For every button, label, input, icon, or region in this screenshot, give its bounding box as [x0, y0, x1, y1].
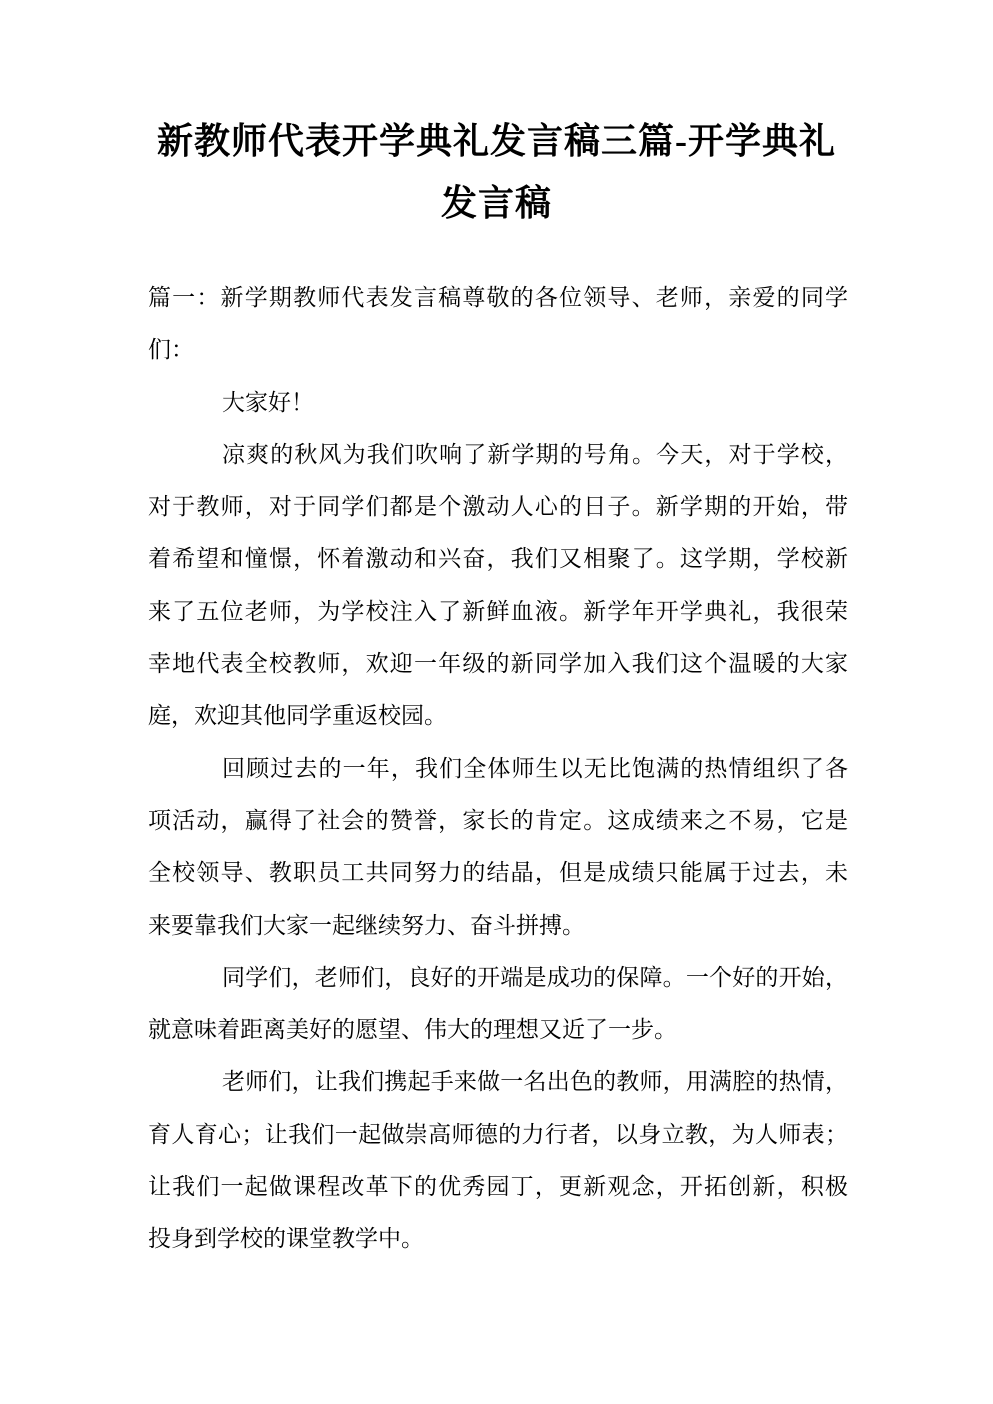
document-title — [0, 110, 993, 234]
text-line: 来了五位老师，为学校注入了新鲜血液。新学年开学典礼，我很荣 — [148, 598, 848, 624]
text-line: 投身到学校的课堂教学中。 — [148, 1226, 424, 1252]
text-line: 同学们，老师们，良好的开端是成功的保障。一个好的开始， — [222, 964, 848, 990]
document-title-line: 发言稿 — [440, 183, 552, 223]
document-body — [148, 272, 848, 1266]
text-line: 们： — [148, 337, 194, 363]
text-line: 全校领导、教职员工共同努力的结晶，但是成绩只能属于过去，未 — [148, 860, 848, 886]
text-line: 着希望和憧憬，怀着激动和兴奋，我们又相聚了。这学期，学校新 — [148, 546, 848, 572]
text-line: 让我们一起做课程改革下的优秀园丁，更新观念，开拓创新，积极 — [148, 1174, 848, 1200]
text-line: 项活动，赢得了社会的赞誉，家长的肯定。这成绩来之不易，它是 — [148, 807, 848, 833]
text-line: 育人育心；让我们一起做崇高师德的力行者，以身立教，为人师表； — [148, 1121, 848, 1147]
text-line: 就意味着距离美好的愿望、伟大的理想又近了一步。 — [148, 1017, 677, 1043]
text-line: 大家好！ — [222, 389, 314, 415]
text-line: 凉爽的秋风为我们吹响了新学期的号角。今天，对于学校， — [222, 441, 848, 467]
text-line: 回顾过去的一年，我们全体师生以无比饱满的热情组织了各 — [222, 755, 848, 781]
text-line: 对于教师，对于同学们都是个激动人心的日子。新学期的开始，带 — [148, 494, 848, 520]
text-line: 幸地代表全校教师，欢迎一年级的新同学加入我们这个温暖的大家 — [148, 651, 848, 677]
text-line: 篇一：新学期教师代表发言稿尊敬的各位领导、老师，亲爱的同学 — [148, 285, 848, 310]
text-line: 老师们，让我们携起手来做一名出色的教师，用满腔的热情， — [222, 1069, 848, 1095]
document-title-line: 新教师代表开学典礼发言稿三篇-开学典礼 — [157, 121, 836, 161]
text-line: 庭，欢迎其他同学重返校园。 — [148, 703, 447, 729]
text-line: 来要靠我们大家一起继续努力、奋斗拼搏。 — [148, 912, 585, 938]
